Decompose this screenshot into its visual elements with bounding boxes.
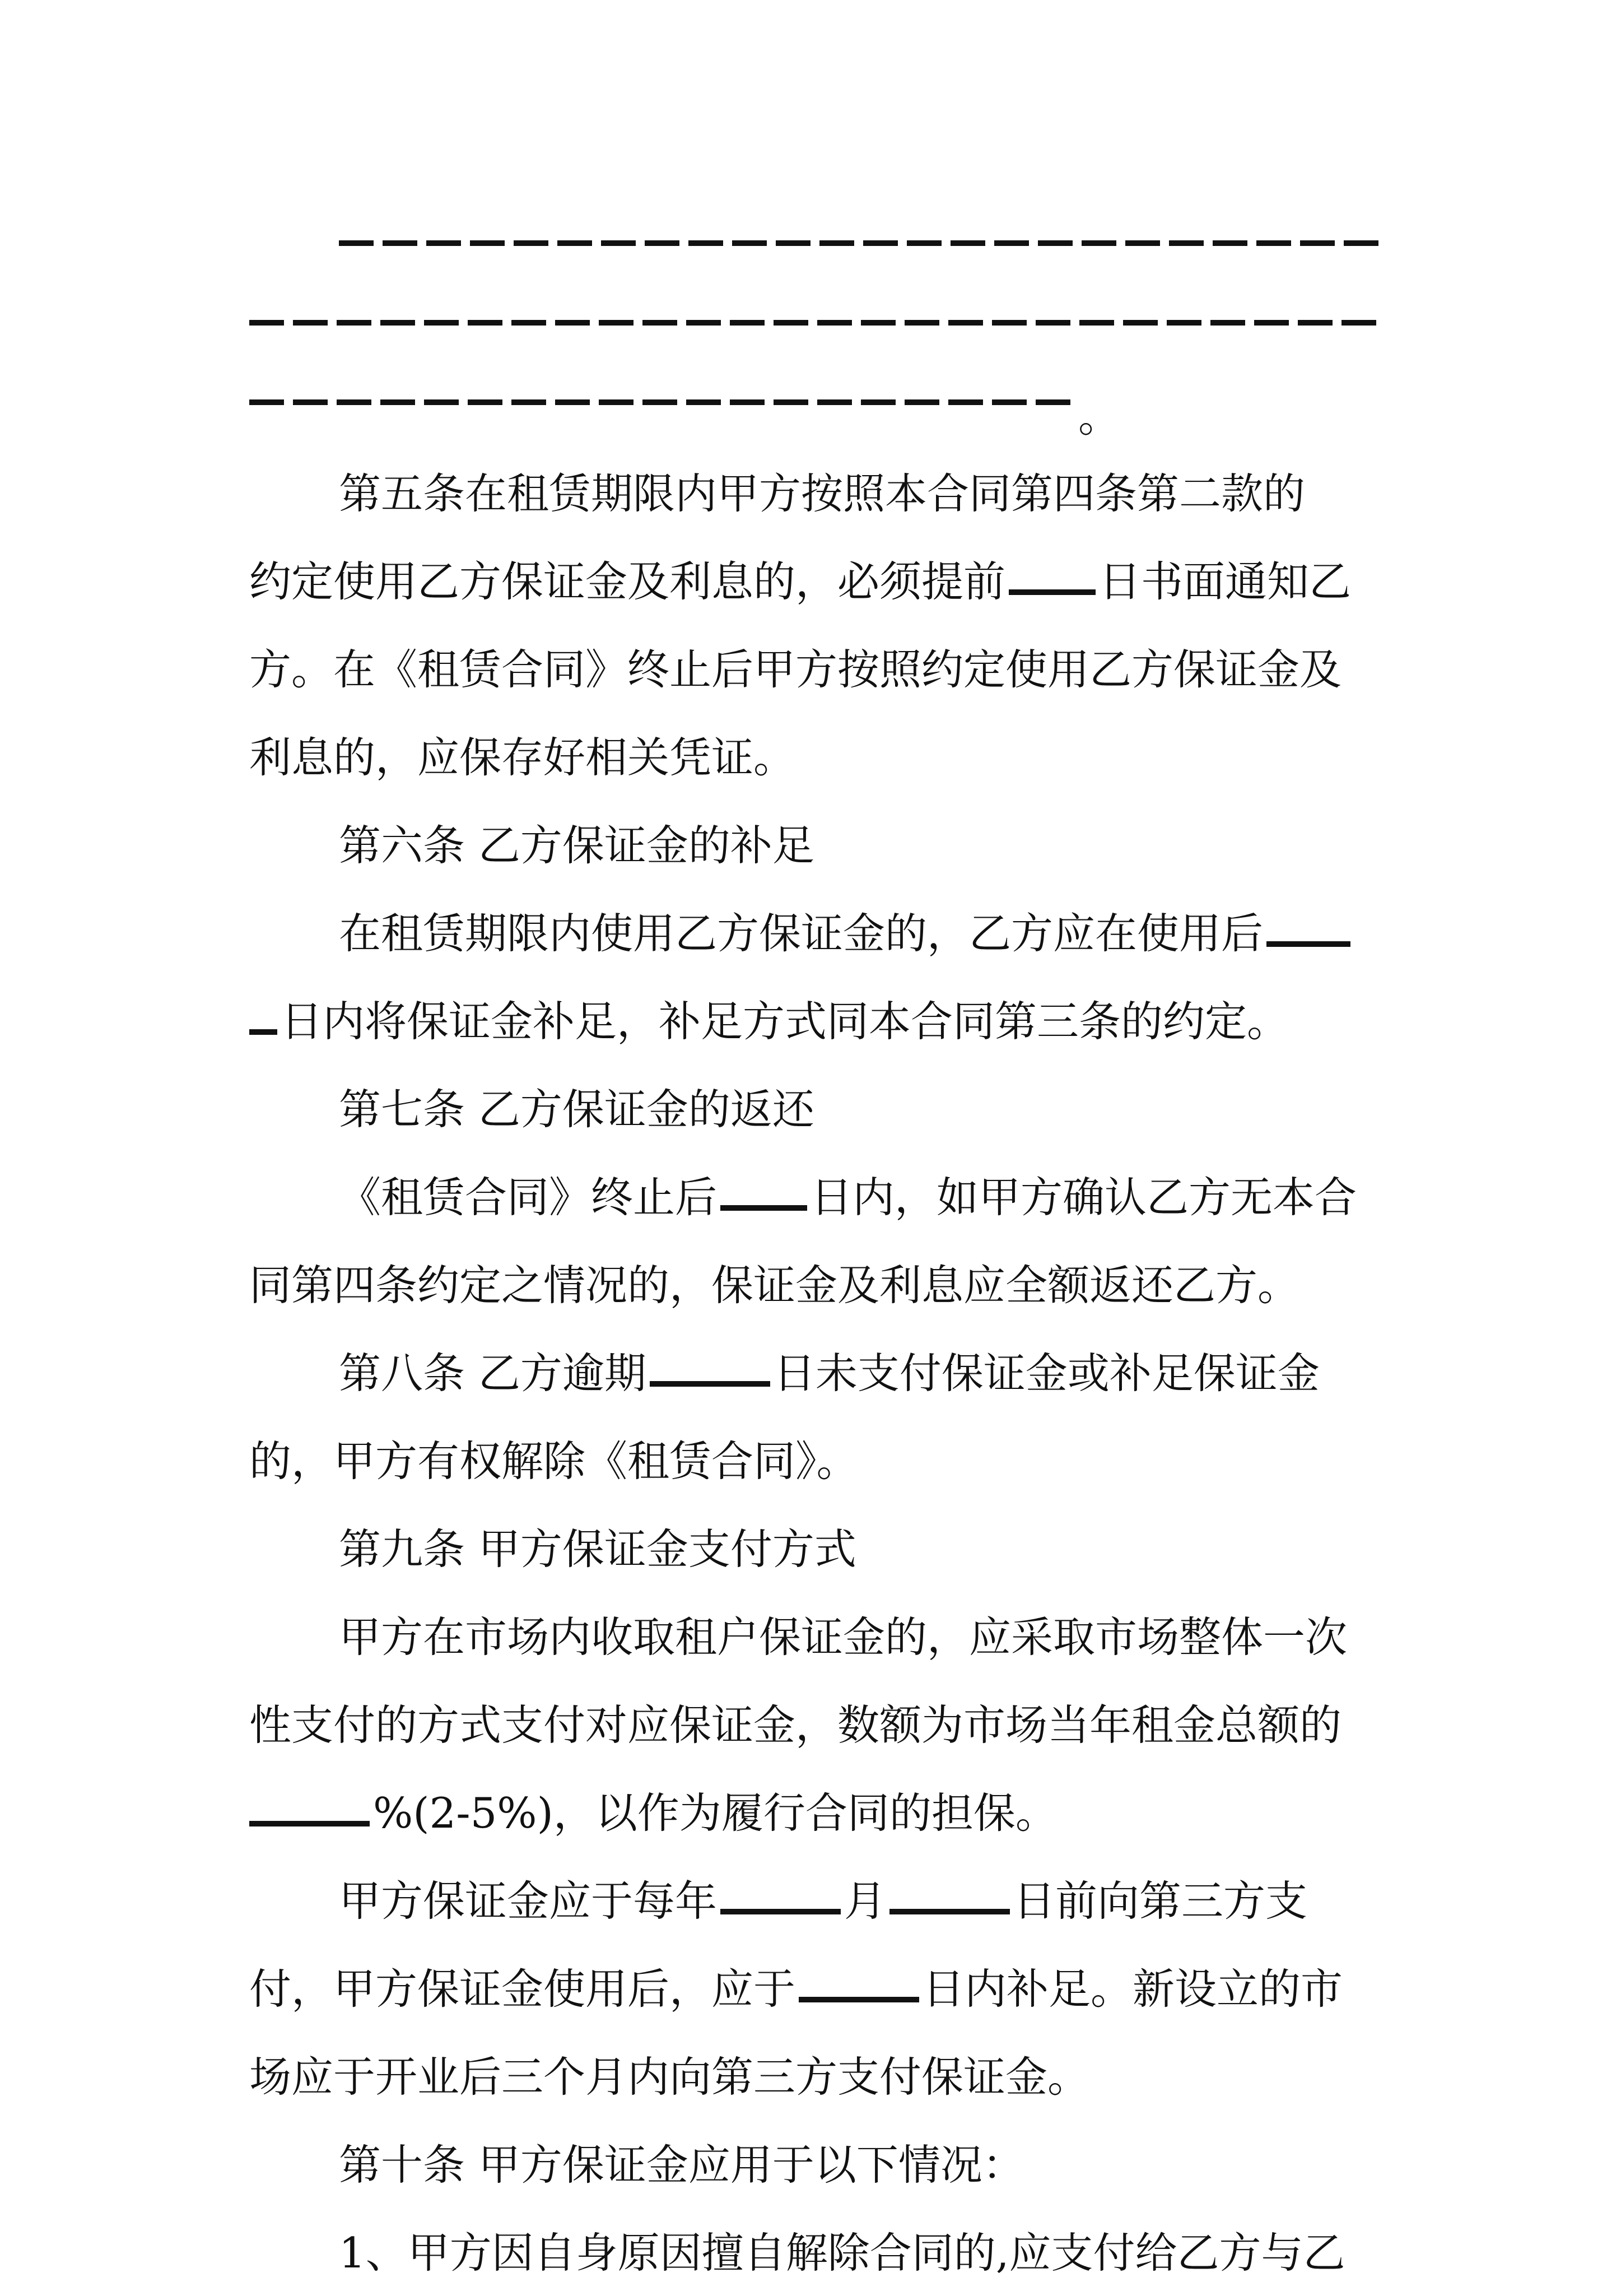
art10-line-1 <box>249 2208 1381 2296</box>
art7-line-2 <box>249 1240 1381 1328</box>
art9-text: 日内补足。新设立的市 <box>923 1964 1343 2014</box>
art5-line-3 <box>249 625 1381 713</box>
art7-title-line <box>249 1065 1381 1152</box>
art9-title: 第九条 甲方保证金支付方式 <box>339 1525 856 1574</box>
art9-line-1 <box>249 1592 1381 1680</box>
art9-text: 日前向第三方支 <box>1013 1876 1308 1926</box>
art8-text: 的，甲方有权解除《租赁合同》。 <box>249 1437 859 1486</box>
blank-line-1 <box>249 213 1381 301</box>
art8-line-2 <box>249 1416 1381 1504</box>
art7-text: 同第四条约定之情况的，保证金及利息应全额返还乙方。 <box>249 1261 1300 1310</box>
fill-blank[interactable] <box>249 1821 370 1826</box>
dash-rule <box>339 240 1381 247</box>
art9-line-3 <box>249 1768 1381 1856</box>
blank-line-3 <box>249 372 1381 460</box>
art10-title-line <box>249 2120 1381 2208</box>
art7-line-1 <box>249 1152 1381 1240</box>
art5-text: 利息的，应保存好相关凭证。 <box>249 733 796 782</box>
fill-blank[interactable] <box>720 1909 841 1914</box>
art9-text: 月 <box>844 1876 887 1926</box>
dash-rule <box>249 319 1381 326</box>
art7-title: 第七条 乙方保证金的返还 <box>339 1085 814 1134</box>
fill-blank[interactable] <box>1266 941 1350 947</box>
art8-line-1 <box>249 1328 1381 1416</box>
art8-text: 日未支付保证金或补足保证金 <box>773 1349 1320 1398</box>
art10-title: 第十条 甲方保证金应用于以下情况： <box>339 2140 1024 2190</box>
art7-text: 《租赁合同》终止后 <box>339 1173 718 1222</box>
art6-text: 在租赁期限内使用乙方保证金的，乙方应在使用后 <box>339 909 1264 958</box>
art9-text: 付，甲方保证金使用后，应于 <box>249 1964 796 2014</box>
fill-blank[interactable] <box>650 1381 770 1387</box>
art6-line-1 <box>249 889 1381 977</box>
blank-line-2 <box>249 292 1381 380</box>
art5-line-2 <box>249 537 1381 625</box>
art5-text: 约定使用乙方保证金及利息的，必须提前 <box>249 557 1006 606</box>
fill-blank[interactable] <box>889 1909 1010 1914</box>
line-end-period: 。 <box>1078 392 1121 441</box>
fill-blank[interactable] <box>1009 589 1096 595</box>
art9-text: 甲方保证金应于每年 <box>339 1876 718 1926</box>
art9-para2-line-3 <box>249 2032 1381 2120</box>
art6-title-line <box>249 801 1381 889</box>
art6-title: 第六条 乙方保证金的补足 <box>339 821 814 870</box>
art9-para2-line-2 <box>249 1944 1381 2032</box>
document-body <box>249 213 1381 2296</box>
art5-text: 方。在《租赁合同》终止后甲方按照约定使用乙方保证金及 <box>249 645 1342 694</box>
art5-text: 第五条在租赁期限内甲方按照本合同第四条第二款的 <box>339 469 1306 518</box>
art6-text: 日内将保证金补足，补足方式同本合同第三条的约定。 <box>281 997 1289 1046</box>
art9-text: 场应于开业后三个月内向第三方支付保证金。 <box>249 2052 1090 2102</box>
art6-line-2 <box>249 977 1381 1065</box>
art10-text: 1、甲方因自身原因擅自解除合同的,应支付给乙方与乙 <box>339 2228 1345 2278</box>
fill-blank[interactable] <box>249 1029 277 1035</box>
fill-blank[interactable] <box>799 1997 919 2002</box>
art5-line-4 <box>249 713 1381 801</box>
art9-para2-line-1 <box>249 1856 1381 1944</box>
fill-blank[interactable] <box>720 1205 807 1211</box>
art7-text: 日内，如甲方确认乙方无本合 <box>810 1173 1357 1222</box>
art5-line-1 <box>249 449 1381 537</box>
art9-line-2 <box>249 1680 1381 1768</box>
dash-rule <box>249 399 1078 406</box>
art9-text: 性支付的方式支付对应保证金，数额为市场当年租金总额的 <box>249 1700 1342 1750</box>
art9-text: %(2-5%)，以作为履行合同的担保。 <box>373 1788 1058 1838</box>
art9-title-line <box>249 1504 1381 1592</box>
art8-text: 第八条 乙方逾期 <box>339 1349 646 1398</box>
art9-text: 甲方在市场内收取租户保证金的，应采取市场整体一次 <box>339 1612 1348 1662</box>
art5-text: 日书面通知乙 <box>1099 557 1352 606</box>
